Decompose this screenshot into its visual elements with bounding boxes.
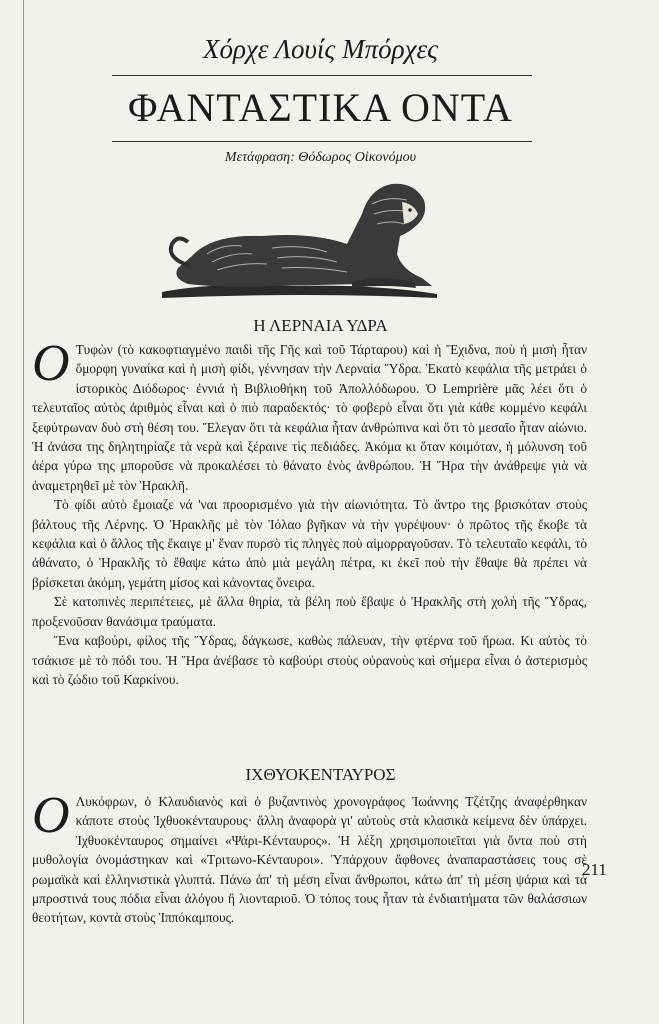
sphinx-illustration: [152, 174, 442, 302]
page-number: 211: [582, 860, 607, 879]
page-title: ΦΑΝΤΑΣΤΙΚΑ ΟΝΤΑ: [128, 85, 513, 130]
paragraph-text: Λυκόφρων, ὁ Κλαυδιανὸς καὶ ὁ βυζαντινὸς χρονογράφος Ἰωάννης Τζέτζης ἀναφέρθηκαν κάποτε στοὺς Ἰχθυοκένταυρους· ἄλλη ἀναφορὰ γι' αὐτοὺς στὰ κλασικὰ κείμενα δὲν ὑπάρχει. Ἰχθυοκένταυρος σημαίνει «Ψάρι-Κένταυρος». Ἡ λέξη χρησιμοποιεῖται γιὰ ὄντα ποὺ στὴ μυθολογία ὀνομάστηκαν καὶ «Τριτωνο-Κένταυροι». Ὑπάρχουν ἄφθονες ἀναπαραστάσεις τους σὲ ρωμαϊκὰ καὶ ἑλληνιστικὰ γλυπτά. Πάνω ἀπ' τὴ μέση εἶναι ἄνθρωποι, κάτω ἀπ' τὴ μέση ψάρια καὶ τὰ μπροστινά τους πόδια εἶναι ἀλόγου ἢ λιονταριοῦ. Ὁ τόπος τους ἦταν τὰ ἐνδιαιτήματα τῶν θαλάσσιων θεοτήτων, κοντὰ στοὺς Ἱππόκαμπους.: [32, 794, 587, 926]
section-heading-lernaean-hydra: Η ΛΕΡΝΑΙΑ ΥΔΡΑ: [253, 316, 388, 335]
translator-credit: Μετάφραση: Θόδωρος Οἰκονόμου: [224, 150, 417, 165]
paragraph-text: Τυφὼν (τὸ κακοφτιαγμένο παιδὶ τῆς Γῆς καὶ τοῦ Τάρταρου) καὶ ἡ Ἔχιδνα, ποὺ ἡ μισὴ ἦταν ὄμορφη γυναίκα καὶ ἡ μισὴ φίδι, γέννησαν τὴν Λερναία Ὕδρα. Ἑκατὸ κεφάλια τῆς μετράει ὁ ἱστορικὸς Διόδωρος· ἐννιά ἡ Βιβλιοθήκη τοῦ Ἀπολλόδωρου. Ὁ Lemprière μᾶς λέει ὅτι ὁ τελευταῖος αὐτὸς ἀριθμὸς εἶναι καὶ ὁ πιὸ παραδεκτός· τὸ φοβερὸ εἶναι ὅτι γιὰ κάθε κομμένο κεφάλι ξεφύτρωναν δυὸ στὴ θέση του. Ἔλεγαν ὅτι τὰ κεφάλια ἦταν ἀνθρώπινα καὶ ὅτι τὸ μεσαῖο ἦταν αἰώνιο. Ἡ ἀνάσα της δηλητηρίαζε τὰ νερὰ καὶ ξέραινε τὶς πεδιάδες. Ἀκόμα κι ὅταν κοιμόταν, ἡ μόλυνση τοῦ ἀέρα γύρω της μποροῦσε νὰ προκαλέσει τὸ θάνατο ἑνὸς ἀνθρώπου. Ἡ Ἥρα τὴν ἀνάθρεψε γιὰ νὰ ἀναμετρηθεῖ μὲ τὸν Ἡρακλῆ.: [32, 342, 587, 493]
section-text-lernaean-hydra: [32, 335, 587, 689]
paragraph: Σὲ κατοπινὲς περιπέτειες, μὲ ἄλλα θηρία, τὰ βέλη ποὺ ἔβαψε ὁ Ἡρακλῆς στὴ χολὴ τῆς Ὕδρας, προξενοῦσαν θανάσιμα τραύματα.: [32, 594, 587, 629]
paragraph: [32, 335, 587, 495]
author-name: Χόρχε Λουίς Μπόρχες: [202, 34, 439, 64]
paragraph: Τὸ φίδι αὐτὸ ἔμοιαζε νά 'ναι προορισμένο γιὰ τὴν αἰωνιότητα. Τὸ ἄντρο της βρισκόταν στοὺς βάλτους τῆς Λέρνης. Ὁ Ἡρακλῆς μὲ τὸν Ἰόλαο βγῆκαν νὰ τὴν γυρέψουν· ὁ πρῶτος τῆς ἔκοβε τὰ κεφάλια καὶ ὁ ἄλλος τῆς ἔκαιγε μ' ἕναν πυρσὸ τὶς πληγὲς ποὺ αἱμορραγοῦσαν. Τὸ τελευταῖο κεφάλι, τὸ ἀθάνατο, ὁ Ἡρακλῆς τὸ ἔθαψε κάτω ἀπὸ μιὰ μεγάλη πέτρα, κι ἐκεῖ ποὺ τὴν ἔθαψε θὰ πρέπει νὰ βρίσκεται ἀκόμη, γεμάτη μίσος καὶ κάνοντας ὄνειρα.: [32, 497, 587, 590]
paragraph: [32, 787, 587, 928]
section-heading-ichthyocentaur: ΙΧΘΥΟΚΕΝΤΑΥΡΟΣ: [245, 765, 396, 784]
bottom-rule: [112, 141, 532, 142]
paragraph: Ἕνα καβούρι, φίλος τῆς Ὕδρας, δάγκωσε, καθὼς πάλευαν, τὴν φτέρνα τοῦ ἥρωα. Κι αὐτὸς τὸ τσάκισε μὲ τὸ πόδι του. Ἡ Ἥρα ἀνέβασε τὸ καβούρι στοὺς οὐρανοὺς καὶ σήμερα εἶναι ὁ ἀστερισμὸς καὶ τὸ ζώδιο τοῦ Καρκίνου.: [32, 633, 587, 687]
section-text-ichthyocentaur: [32, 787, 587, 928]
drop-cap: Ο: [32, 787, 70, 844]
top-rule: [112, 75, 532, 76]
drop-cap: Ο: [32, 335, 70, 392]
